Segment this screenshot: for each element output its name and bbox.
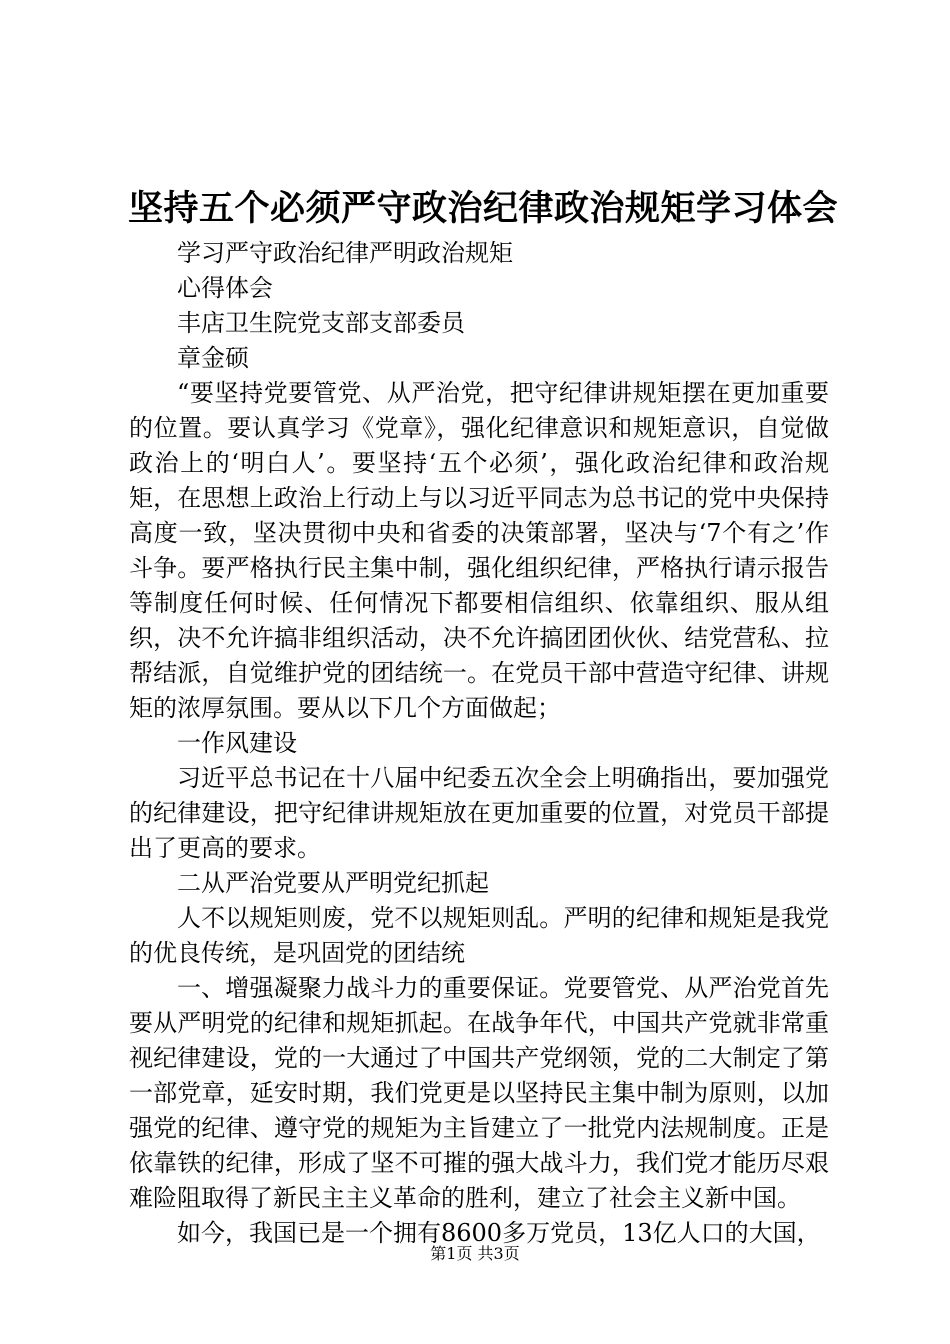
body-paragraph: 人不以规矩则废，党不以规矩则乱。严明的纪律和规矩是我党的优良传统，是巩固党的团结统 [129,904,829,967]
body-paragraph: 习近平总书记在十八届中纪委五次全会上明确指出，要加强党的纪律建设，把守纪律讲规矩放在更加重要的位置，对党员干部提出了更高的要求。 [129,764,829,862]
document-title: 坚持五个必须严守政治纪律政治规矩学习体会 [128,188,839,229]
document-body [129,236,829,1251]
section-heading: 二从严治党要从严明党纪抓起 [177,869,489,897]
subtitle-line: 学习严守政治纪律严明政治规矩 [177,239,513,267]
subtitle-line: 心得体会 [177,274,273,302]
page-number: 第1页 共3页 [430,1244,520,1263]
page-footer [0,1243,950,1265]
body-paragraph: 一、增强凝聚力战斗力的重要保证。党要管党、从严治党首先要从严明党的纪律和规矩抓起。在战争年代，中国共产党就非常重视纪律建设，党的一大通过了中国共产党纲领，党的二大制定了第一部党章，延安时期，我们党更是以坚持民主集中制为原则，以加强党的纪律、遵守党的规矩为主旨建立了一批党内法规制度。正是依靠铁的纪律，形成了坚不可摧的强大战斗力，我们党才能历尽艰难险阻取得了新民主主义革命的胜利，建立了社会主义新中国。 [129,974,829,1212]
body-paragraph: “要坚持党要管党、从严治党，把守纪律讲规矩摆在更加重要的位置。要认真学习《党章》，强化纪律意识和规矩意识，自觉做政治上的‘明白人’。要坚持‘五个必须’，强化政治纪律和政治规矩，在思想上政治上行动上与以习近平同志为总书记的党中央保持高度一致，坚决贯彻中央和省委的决策部署，坚决与‘7个有之’作斗争。要严格执行民主集中制，强化组织纪律，严格执行请示报告等制度任何时候、任何情况下都要相信组织、依靠组织、服从组织，决不允许搞非组织活动，决不允许搞团团伙伙、结党营私、拉帮结派，自觉维护党的团结统一。在党员干部中营造守纪律、讲规矩的浓厚氛围。要从以下几个方面做起； [129,379,829,722]
body-paragraph: 如今，我国已是一个拥有8600多万党员，13亿人口的大国， [177,1219,821,1247]
author-name: 章金硕 [177,344,249,372]
section-heading: 一作风建设 [177,729,297,757]
author-affiliation: 丰店卫生院党支部支部委员 [177,309,465,337]
